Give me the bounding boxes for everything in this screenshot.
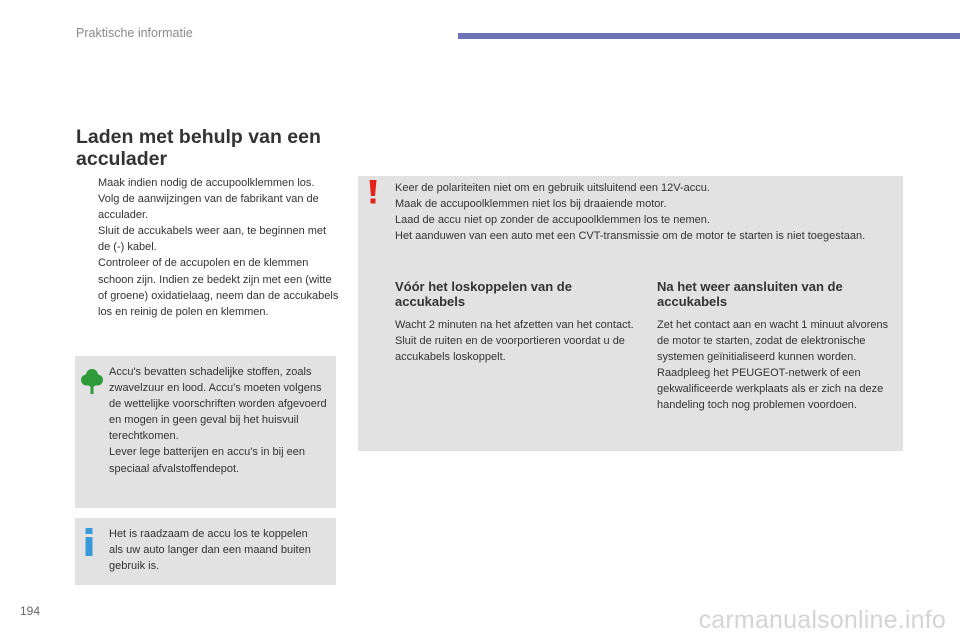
list-item (78, 255, 340, 319)
after-reconnect-title: Na het weer aansluiten van de accukabels (657, 279, 843, 309)
warning-text: Keer de polariteiten niet om en gebruik uitsluitend een 12V-accu. Maak de accupoolklemmen niet los bij draaiende motor. Laad de accu niet op zonder de accupoolklemmen los te nemen. Het aanduwen van een auto met een CVT-transmissie om de motor te starten is niet toegestaan. (395, 182, 866, 243)
step-text: Maak indien nodig de accupoolklemmen los. (98, 177, 315, 189)
step-text: Controleer of de accupolen en de klemmen schoon zijn. Indien ze bedekt zijn met een (witte of groene) oxidatielaag, neem dan de accukabels los en reinig de polen en klemmen. (98, 257, 339, 318)
list-item (78, 191, 340, 223)
before-disconnect-title: Vóór het loskoppelen van de accukabels (395, 279, 572, 309)
after-reconnect-text: Zet het contact aan en wacht 1 minuut alvorens de motor te starten, zodat de elektronische systemen geïnitialiseerd kunnen worden. Raadpleeg het PEUGEOT-netwerk of een gekwalificeerde werkplaats als er zich na deze handeling toch nog problemen voordoen. (657, 319, 889, 412)
before-disconnect-text: Wacht 2 minuten na het afzetten van het contact. Sluit de ruiten en de voorportieren voordat u de accukabels loskoppelt. (395, 319, 634, 364)
exclamation-icon (369, 180, 377, 209)
info-note-box (75, 518, 336, 585)
section-title: Laden met behulp van een acculader (76, 126, 321, 170)
page-number: 194 (20, 604, 41, 618)
header-bar (458, 33, 960, 39)
eco-note-box (75, 356, 336, 508)
info-note-text: Het is raadzaam de accu los te koppelen als uw auto langer dan een maand buiten gebruik is. (109, 528, 311, 573)
watermark: carmanualsonline.info (698, 606, 946, 634)
step-text: Volg de aanwijzingen van de fabrikant van de acculader. (98, 193, 319, 222)
steps-list (78, 175, 340, 320)
list-item (78, 175, 340, 191)
list-item (78, 223, 340, 255)
warning-box (358, 176, 903, 451)
step-text: Sluit de accukabels weer aan, te beginnen met de (-) kabel. (98, 225, 327, 254)
info-icon (84, 528, 94, 561)
tree-icon (80, 368, 104, 401)
header-title: Praktische informatie (76, 26, 193, 40)
eco-note-text: Accu's bevatten schadelijke stoffen, zoals zwavelzuur en lood. Accu's moeten volgens de wettelijke voorschriften worden afgevoerd en mogen in geen geval bij het huisvuil terechtkomen. Lever lege batterijen en accu's in bij een speciaal afvalstoffendepot. (109, 366, 327, 475)
